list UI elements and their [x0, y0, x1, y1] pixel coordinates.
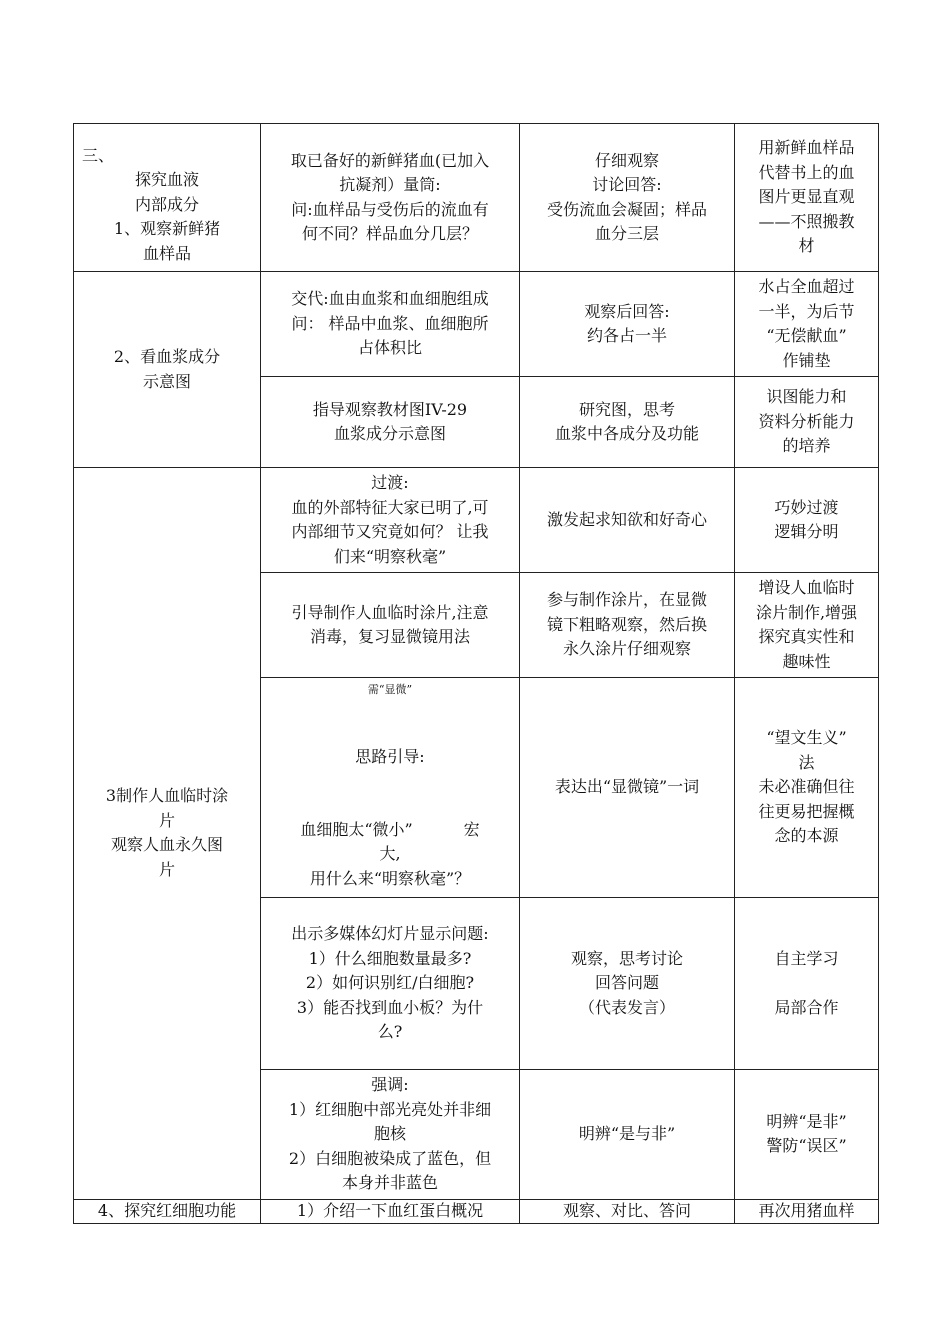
- design-intent-cell: 用新鲜血样品 代替书上的血 图片更显直观 ——不照搬教 材: [735, 124, 879, 272]
- teacher-activity-cell: 指导观察教材图IV-29 血浆成分示意图: [261, 377, 520, 468]
- teacher-activity-cell: 取已备好的新鲜猪血(已加入 抗凝剂）量筒: 问:血样品与受伤后的流血有 何不同？样品血分几层？: [261, 124, 520, 272]
- teacher-activity-cell: 强调: 1）红细胞中部光亮处并非细 胞核 2）白细胞被染成了蓝色，但 本身并非蓝色: [261, 1070, 520, 1200]
- teacher-activity-cell: 出示多媒体幻灯片显示问题: 1）什么细胞数量最多? 2）如何识别红/白细胞? 3）能否找到血小板？为什 么?: [261, 898, 520, 1070]
- teacher-activity-cell: 1）介绍一下血红蛋白概况: [261, 1199, 520, 1223]
- design-intent-cell: 自主学习 局部合作: [735, 898, 879, 1070]
- design-intent-cell: 巧妙过渡 逻辑分明: [735, 468, 879, 573]
- stage-cell: 3制作人血临时涂 片 观察人血永久图 片: [74, 468, 261, 1200]
- design-intent-cell: 增设人血临时 涂片制作,增强 探究真实性和 趣味性: [735, 573, 879, 678]
- teacher-activity-cell: 交代:血由血浆和血细胞组成 问： 样品中血浆、血细胞所 占体积比: [261, 272, 520, 377]
- design-intent-cell: 明辨“是非” 警防“误区”: [735, 1070, 879, 1200]
- stage-cell: 三、 探究血液 内部成分 1、观察新鲜猪 血样品: [74, 124, 261, 272]
- table-row: [74, 124, 879, 272]
- student-activity-cell: 激发起求知欲和好奇心: [520, 468, 735, 573]
- design-intent-cell: 识图能力和 资料分析能力 的培养: [735, 377, 879, 468]
- student-activity-cell: 观察、对比、答问: [520, 1199, 735, 1223]
- student-activity-cell: 研究图，思考 血浆中各成分及功能: [520, 377, 735, 468]
- teacher-activity-cell: 需“显微” 思路引导: 血细胞太“微小” 宏 大, 用什么来“明察秋毫”？: [261, 678, 520, 898]
- table-row: [74, 1199, 879, 1223]
- design-intent-cell: 再次用猪血样: [735, 1199, 879, 1223]
- student-activity-cell: 仔细观察 讨论回答: 受伤流血会凝固；样品 血分三层: [520, 124, 735, 272]
- student-activity-cell: 参与制作涂片，在显微 镜下粗略观察，然后换 永久涂片仔细观察: [520, 573, 735, 678]
- design-intent-cell: 水占全血超过 一半，为后节 “无偿献血” 作铺垫: [735, 272, 879, 377]
- design-intent-cell: “望文生义” 法 未必准确但往 往更易把握概 念的本源: [735, 678, 879, 898]
- note-text: 需“显微”: [367, 683, 413, 696]
- student-activity-cell: 观察，思考讨论 回答问题 （代表发言）: [520, 898, 735, 1070]
- teacher-activity-cell: 过渡: 血的外部特征大家已明了,可 内部细节又究竟如何？ 让我 们来“明察秋毫”: [261, 468, 520, 573]
- teacher-activity-cell: 引导制作人血临时涂片,注意 消毒，复习显微镜用法: [261, 573, 520, 678]
- stage-cell: 2、看血浆成分 示意图: [74, 272, 261, 468]
- student-activity-cell: 表达出“显微镜”一词: [520, 678, 735, 898]
- lesson-plan-table: [73, 123, 879, 1224]
- table-row: [74, 468, 879, 573]
- student-activity-cell: 明辨“是与非”: [520, 1070, 735, 1200]
- table-row: [74, 272, 879, 377]
- stage-cell: 4、探究红细胞功能: [74, 1199, 261, 1223]
- student-activity-cell: 观察后回答: 约各占一半: [520, 272, 735, 377]
